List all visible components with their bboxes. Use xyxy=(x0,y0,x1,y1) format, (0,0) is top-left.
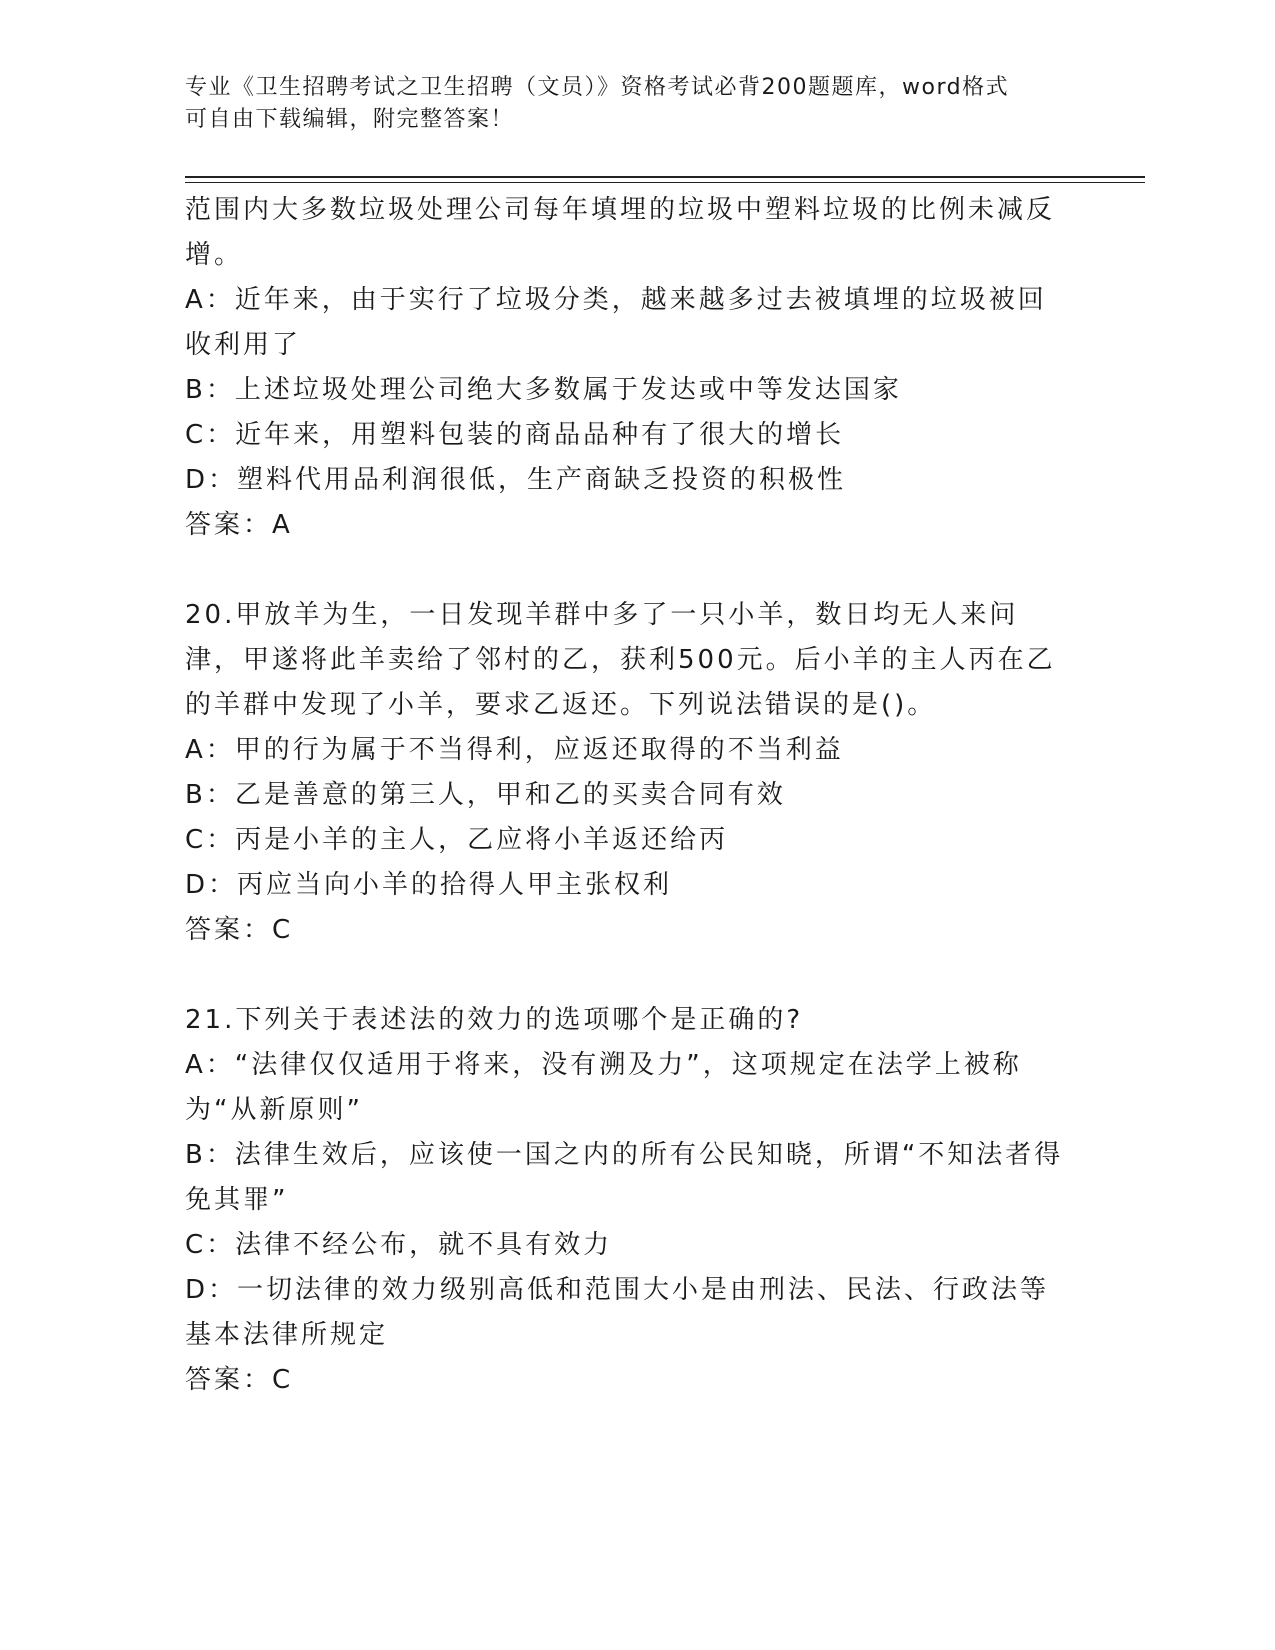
question-text: 范围内大多数垃圾处理公司每年填埋的垃圾中塑料垃圾的比例未减反增。 xyxy=(185,195,1056,270)
header-line-1: 专业《卫生招聘考试之卫生招聘（文员）》资格考试必背200题题库，word格式 xyxy=(185,75,1010,100)
option-c: C：近年来，用塑料包装的商品品种有了很大的增长 xyxy=(185,420,845,450)
spacer xyxy=(185,548,1065,593)
option-b: B：法律生效后，应该使一国之内的所有公民知晓，所谓“不知法者得免其罪” xyxy=(185,1140,1064,1215)
option-d: D：一切法律的效力级别高低和范围大小是由刑法、民法、行政法等基本法律所规定 xyxy=(185,1275,1050,1350)
question-text: 20.甲放羊为生，一日发现羊群中多了一只小羊，数日均无人来问津，甲遂将此羊卖给了邻村的乙，获利500元。后小羊的主人丙在乙的羊群中发现了小羊，要求乙返还。下列说法错误的是()。 xyxy=(185,600,1056,720)
option-d: D：丙应当向小羊的拾得人甲主张权利 xyxy=(185,870,673,900)
option-c: C：丙是小羊的主人，乙应将小羊返还给丙 xyxy=(185,825,729,855)
question-block-21 xyxy=(185,998,1065,1403)
option-d: D：塑料代用品利润很低，生产商缺乏投资的积极性 xyxy=(185,465,847,495)
header-line-2: 可自由下载编辑，附完整答案！ xyxy=(185,107,515,132)
document-header xyxy=(185,72,1065,136)
option-a: A：“法律仅仅适用于将来，没有溯及力”，这项规定在法学上被称为“从新原则” xyxy=(185,1050,1022,1125)
option-b: B：上述垃圾处理公司绝大多数属于发达或中等发达国家 xyxy=(185,375,902,405)
option-a: A：近年来，由于实行了垃圾分类，越来越多过去被填埋的垃圾被回收利用了 xyxy=(185,285,1047,360)
question-text: 21.下列关于表述法的效力的选项哪个是正确的? xyxy=(185,1005,804,1035)
document-body xyxy=(185,188,1065,1403)
option-b: B：乙是善意的第三人，甲和乙的买卖合同有效 xyxy=(185,780,786,810)
header-rule-thin xyxy=(185,182,1145,183)
answer-line: 答案：C xyxy=(185,915,294,945)
question-block-20 xyxy=(185,593,1065,953)
header-rule-thick xyxy=(185,176,1145,178)
spacer xyxy=(185,953,1065,998)
answer-line: 答案：A xyxy=(185,510,293,540)
answer-line: 答案：C xyxy=(185,1365,294,1395)
question-block-prev xyxy=(185,188,1065,548)
option-a: A：甲的行为属于不当得利，应返还取得的不当利益 xyxy=(185,735,844,765)
option-c: C：法律不经公布，就不具有效力 xyxy=(185,1230,613,1260)
